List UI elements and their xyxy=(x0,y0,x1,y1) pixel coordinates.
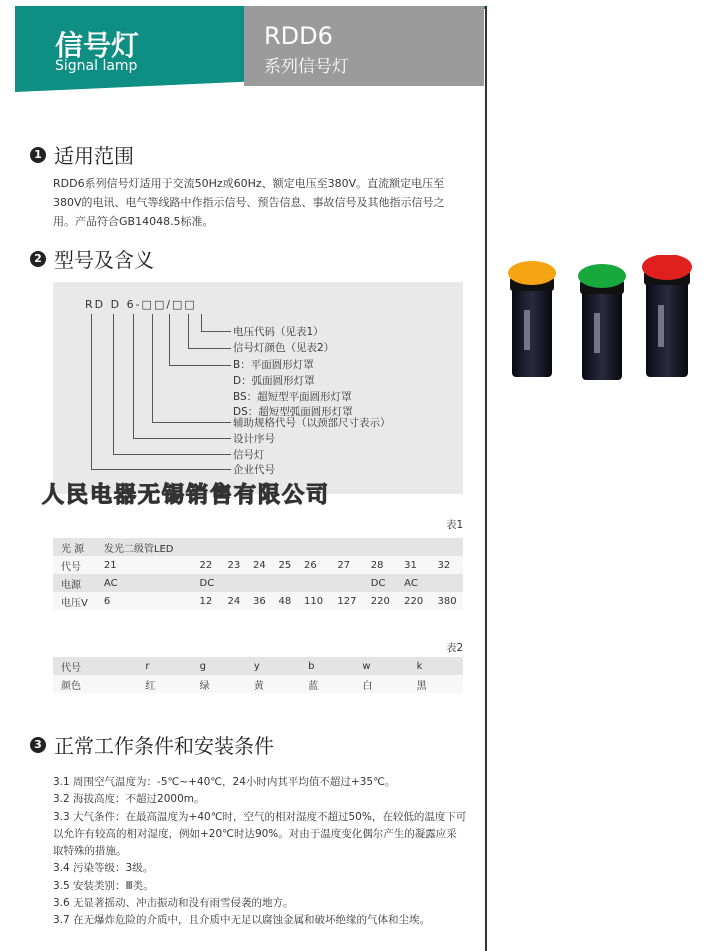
lead-line xyxy=(188,348,231,349)
table-cell: DC xyxy=(192,574,220,592)
table-cell: 蓝 xyxy=(300,675,354,693)
table-cell: 绿 xyxy=(192,675,246,693)
table-cell: AC xyxy=(96,574,192,592)
table-row xyxy=(53,657,463,675)
table-cell: w xyxy=(354,657,408,675)
lead-line xyxy=(201,314,202,331)
table-cell: 110 xyxy=(296,592,329,610)
lead-line xyxy=(169,365,231,366)
model-code: RD D 6-□□/□□ xyxy=(85,298,197,311)
section-3-title: 正常工作条件和安装条件 xyxy=(54,734,274,758)
table-cell xyxy=(245,574,271,592)
table-cell xyxy=(219,574,245,592)
section-2-heading xyxy=(30,244,154,273)
table-row xyxy=(53,556,463,574)
table-cell xyxy=(192,538,220,556)
table-row xyxy=(53,592,463,610)
condition-item: 3.1 周围空气温度为：-5℃~+40℃，24小时内其平均值不超过+35℃。 xyxy=(53,776,396,788)
diagram-label: 电压代码（见表1） xyxy=(233,326,324,338)
table-cell: 27 xyxy=(329,556,362,574)
table-cell: 白 xyxy=(354,675,408,693)
table-cell: 电源 xyxy=(53,574,96,592)
lead-line xyxy=(113,314,114,454)
table-cell: g xyxy=(192,657,246,675)
condition-item: 3.5 安装类别：Ⅲ类。 xyxy=(53,879,154,892)
section-1-number: 1 xyxy=(30,147,46,163)
lead-line xyxy=(133,314,134,438)
table-cell xyxy=(329,538,362,556)
table-cell: 21 xyxy=(96,556,192,574)
page-title: 信号灯 xyxy=(55,29,140,62)
model-name: RDD6 xyxy=(264,22,333,50)
section-3-number: 3 xyxy=(30,737,46,753)
table-row xyxy=(53,675,463,693)
section-1-text: RDD6系列信号灯适用于交流50Hz或60Hz、额定电压至380V。直流额定电压至380V的电讯、电气等线路中作指示信号、预告信息、事故信号及其他指示信号之用。产品符合GB14048.5标准。 xyxy=(53,177,445,228)
table-row xyxy=(53,574,463,592)
table-cell xyxy=(296,538,329,556)
model-code-diagram xyxy=(53,282,463,494)
table-cell xyxy=(430,538,463,556)
table-cell xyxy=(271,538,297,556)
table-cell: 25 xyxy=(271,556,297,574)
table-cell: 48 xyxy=(271,592,297,610)
table-cell: b xyxy=(300,657,354,675)
yellow-lamp xyxy=(508,261,556,377)
table-cell: 31 xyxy=(396,556,429,574)
diagram-label: D：弧面圆形灯罩 xyxy=(233,375,315,387)
table-cell: 12 xyxy=(192,592,220,610)
section-2-number: 2 xyxy=(30,251,46,267)
table-cell: 24 xyxy=(219,592,245,610)
table-cell: 32 xyxy=(430,556,463,574)
table-cell: 颜色 xyxy=(53,675,137,693)
table-2-caption: 表2 xyxy=(446,642,464,654)
table-cell: 6 xyxy=(96,592,192,610)
table-cell: 380 xyxy=(430,592,463,610)
lead-line xyxy=(91,314,92,469)
diagram-label: 设计序号 xyxy=(233,433,275,445)
table-cell xyxy=(245,538,271,556)
conditions-list xyxy=(53,774,467,930)
table-cell: r xyxy=(137,657,191,675)
table-cell: 220 xyxy=(363,592,396,610)
section-1-heading xyxy=(30,140,134,169)
lead-line xyxy=(133,438,231,439)
table-cell: k xyxy=(409,657,463,675)
condition-item: 3.3 大气条件：在最高温度为+40℃时，空气的相对湿度不超过50%，在较低的温度下可以允许有较高的相对湿度，例如+20℃时达90%。对由于温度变化偶尔产生的凝露应采取特殊的措施。 xyxy=(53,810,467,858)
table-cell: 24 xyxy=(245,556,271,574)
table-cell: 红 xyxy=(137,675,191,693)
lead-line xyxy=(113,454,231,455)
watermark-text: 人民电器无锡销售有限公司 xyxy=(42,482,331,508)
diagram-label: B：平面圆形灯罩 xyxy=(233,359,314,371)
table-cell: 黄 xyxy=(246,675,300,693)
lead-line xyxy=(201,331,231,332)
table-cell: 电压V xyxy=(53,592,96,610)
table-cell: 代号 xyxy=(53,556,96,574)
column-divider xyxy=(485,6,487,951)
page-subtitle: Signal lamp xyxy=(55,58,138,74)
diagram-label: BS：超短型平面圆形灯罩 xyxy=(233,391,352,403)
table-cell xyxy=(271,574,297,592)
signal-lamps-photo xyxy=(500,255,700,390)
diagram-label: 信号灯 xyxy=(233,449,265,461)
diagram-label: 信号灯颜色（见表2） xyxy=(233,342,335,354)
table-cell: 28 xyxy=(363,556,396,574)
table-2 xyxy=(53,657,463,693)
table-cell xyxy=(363,538,396,556)
lead-line xyxy=(169,314,170,365)
condition-item: 3.2 海拔高度：不超过2000m。 xyxy=(53,793,205,806)
diagram-label: 企业代号 xyxy=(233,464,275,476)
red-lamp xyxy=(642,255,692,377)
table-cell: AC xyxy=(396,574,429,592)
section-2-title: 型号及含义 xyxy=(54,248,154,272)
table-cell: 光 源 xyxy=(53,538,96,556)
table-cell: 26 xyxy=(296,556,329,574)
diagram-label: DS：超短型弧面圆形灯罩 xyxy=(233,406,353,418)
table-cell: y xyxy=(246,657,300,675)
condition-item: 3.4 污染等级：3级。 xyxy=(53,862,154,875)
lead-line xyxy=(152,314,153,422)
green-lamp xyxy=(578,264,626,380)
condition-item: 3.6 无显著摇动、冲击振动和没有雨雪侵袭的地方。 xyxy=(53,897,294,910)
table-cell xyxy=(430,574,463,592)
table-cell: 黑 xyxy=(409,675,463,693)
table-cell: 23 xyxy=(219,556,245,574)
condition-item: 3.7 在无爆炸危险的介质中，且介质中无足以腐蚀金属和破坏绝缘的气体和尘埃。 xyxy=(53,914,431,927)
lead-line xyxy=(188,314,189,348)
table-cell: 代号 xyxy=(53,657,137,675)
table-cell xyxy=(219,538,245,556)
table-cell: DC xyxy=(363,574,396,592)
table-cell: 22 xyxy=(192,556,220,574)
section-3-heading xyxy=(30,730,274,759)
section-1-title: 适用范围 xyxy=(54,144,134,168)
table-cell: 发光二级管LED xyxy=(96,538,192,556)
table-1 xyxy=(53,538,463,610)
table-cell xyxy=(296,574,329,592)
table-cell: 127 xyxy=(329,592,362,610)
series-name: 系列信号灯 xyxy=(264,57,349,77)
diagram-label: 辅助规格代号（以颈部尺寸表示） xyxy=(233,417,391,429)
table-row xyxy=(53,538,463,556)
lead-line xyxy=(152,422,231,423)
table-cell xyxy=(329,574,362,592)
lead-line xyxy=(91,469,231,470)
table-cell: 220 xyxy=(396,592,429,610)
table-cell: 36 xyxy=(245,592,271,610)
table-1-caption: 表1 xyxy=(446,519,464,531)
table-cell xyxy=(396,538,429,556)
